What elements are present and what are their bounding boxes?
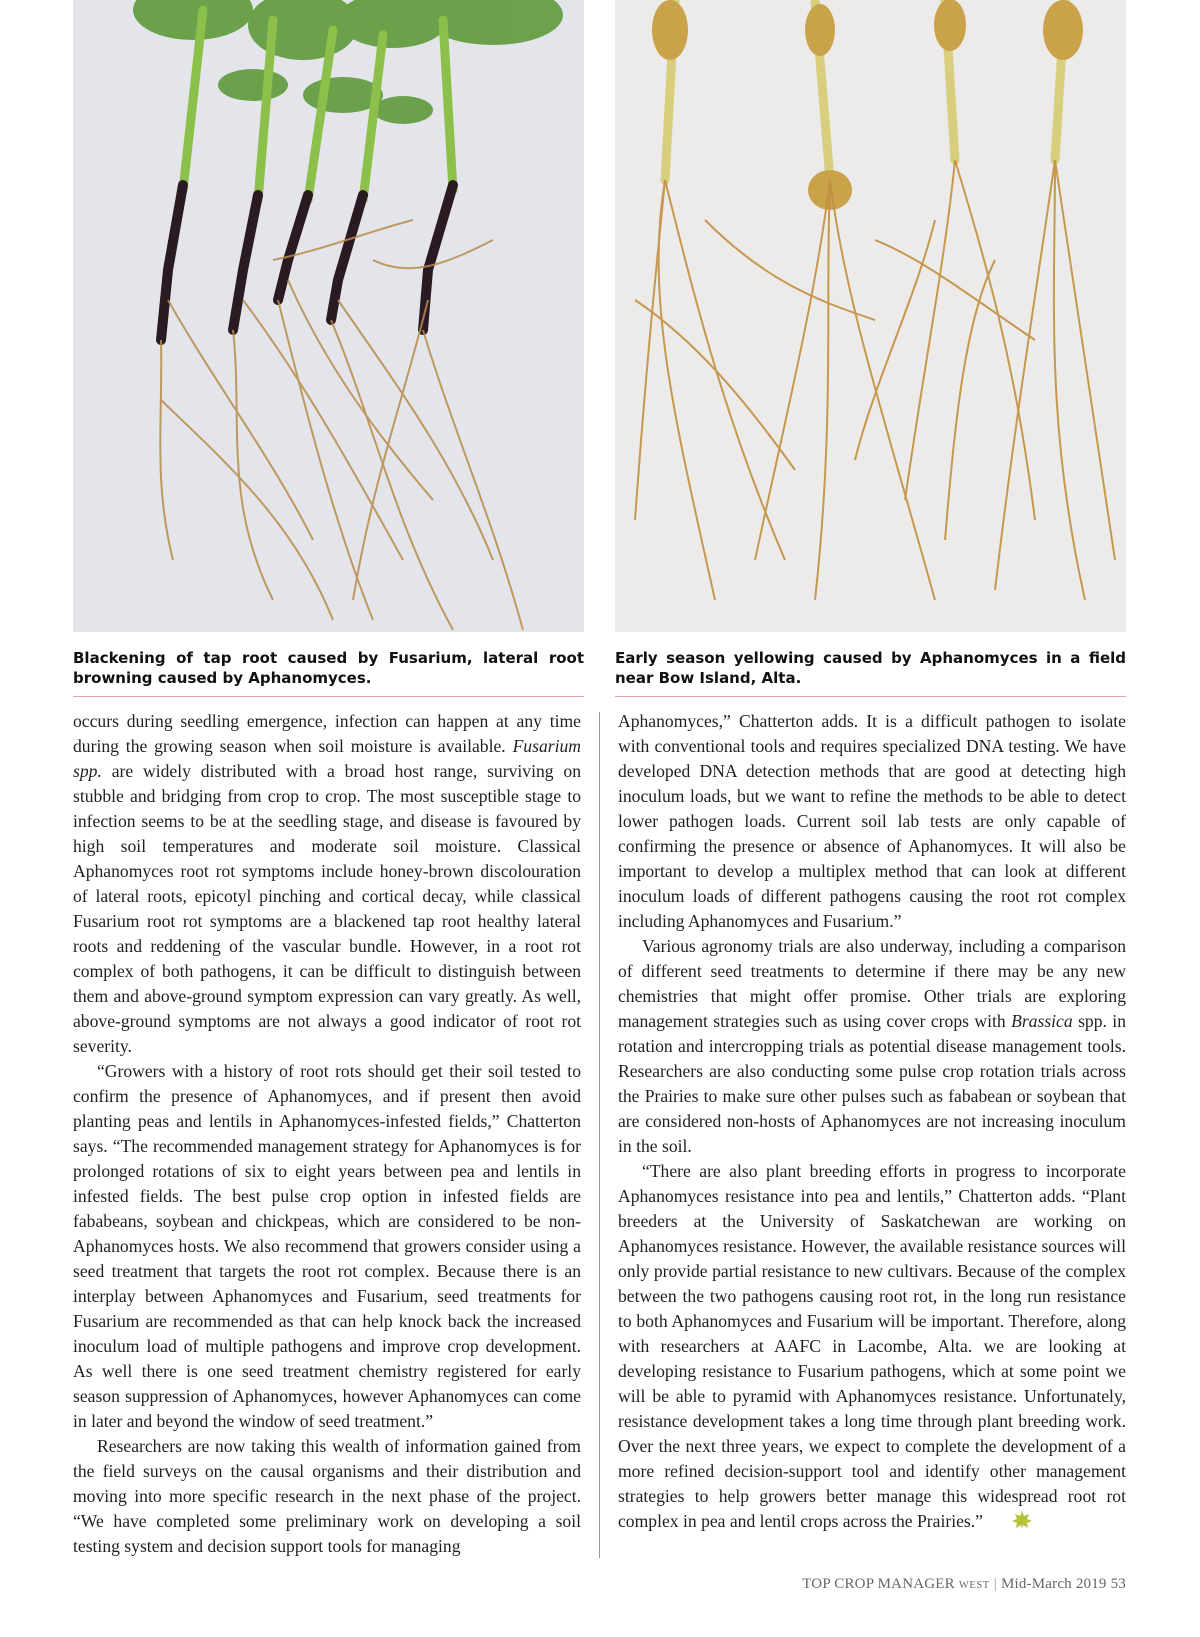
- paragraph-text: “There are also plant breeding efforts in progress to incorporate Aphanomyces resistance into pea and lentils,” Chatterton adds. “Plant breeders at the University of Saskatchewan are working on Aphanomyces resistance. However, the available resistance sources will only provide partial resistance to new cultivars. Because of the complex between the two pathogens causing root rot, in the long run resistance to both Aphanomyces and Fusarium will be important. Therefore, along with researchers at AAFC in Lacombe, Alta. we are looking at developing resistance to Fusarium pathogens, which at some point we will be able to pyramid with Aphanomyces resistance. Unfortunately, resistance development takes a long time through plant breeding work. Over the next three years, we expect to complete the development of a more refined decision-support tool and identify other management strategies to help growers better manage this widespread root rot complex in pea and lentil crops across the Prairies.”: [618, 1161, 1126, 1531]
- photo-fusarium-roots: [73, 0, 584, 632]
- article-column-left: [73, 709, 581, 1559]
- magazine-name: TOP CROP MANAGER: [802, 1576, 955, 1592]
- page-footer: [802, 1576, 1126, 1593]
- paragraph-text: occurs during seedling emergence, infection can happen at any time during the growing season when soil moisture is available.: [73, 711, 581, 756]
- photo-aphanomyces-roots: [615, 0, 1126, 632]
- paragraph-5: [618, 934, 1126, 1159]
- paragraph-3: Researchers are now taking this wealth of information gained from the field surveys on the causal organisms and their distribution and moving into more specific research in the next phase of the project. “We have completed some preliminary work on developing a soil testing system and decision support tools for managing: [73, 1436, 581, 1556]
- paragraph-4-continued: Aphanomyces,” Chatterton adds. It is a difficult pathogen to isolate with conventional tools and requires specialized DNA testing. We have developed DNA detection methods that are good at detecting high inoculum loads, but we want to refine the methods to be able to detect lower pathogen loads. Current soil lab tests are only capable of confirming the presence or absence of Aphanomyces. It will also be important to develop a multiplex method that can look at different inoculum loads of different pathogens causing the root rot complex including Aphanomyces and Fusarium.”: [618, 711, 1126, 931]
- paragraph-text: are widely distributed with a broad host range, surviving on stubble and bridging from crop to crop. The most susceptible stage to infection seems to be at the seedling stage, and disease is favoured by high soil temperatures and moderate soil moisture. Classical Aphanomyces root rot symptoms include honey-brown discolouration of lateral roots, epicotyl pinching and cortical decay, while classical Fusarium root rot symptoms are a blackened tap root healthy lateral roots and reddening of the vascular bundle. However, in a root rot complex of both pathogens, it can be difficult to distinguish between them and above-ground symptom expression can vary greatly. As well, above-ground symptoms are not always a good indicator of root rot severity.: [73, 761, 581, 1056]
- paragraph-1-continued: [73, 709, 581, 1059]
- issue-date: Mid-March 2019: [1000, 1576, 1107, 1592]
- magazine-edition: WEST: [958, 1580, 990, 1591]
- paragraph-2: “Growers with a history of root rots should get their soil tested to confirm the presence of Aphanomyces, and if present then avoid planting peas and lentils in Aphanomyces-infested fields,” Chatterton says. “The recommended management strategy for Aphanomyces is for prolonged rotations of six to eight years between pea and lentils in infested fields. The best pulse crop option in infested fields are fababeans, soybean and chickpeas, which are considered to be non-Aphanomyces hosts. We also recommend that growers consider using a seed treatment that targets the root rot complex. Because there is an interplay between Aphanomyces and Fusarium, seed treatments for Fusarium are recommended as that can help knock back the increased inoculum load of multiple pathogens and improve crop development. As well there is one seed treatment chemistry registered for early season suppression of Aphanomyces, however Aphanomyces can come in later and beyond the window of seed treatment.”: [73, 1061, 581, 1431]
- photo-caption-right: Early season yellowing caused by Aphanomyces in a field near Bow Island, Alta.: [615, 648, 1126, 697]
- column-divider: [599, 712, 600, 1558]
- photo-caption-left: Blackening of tap root caused by Fusarium, lateral root browning caused by Aphanomyces.: [73, 648, 584, 697]
- species-name: Fusarium spp.: [73, 736, 581, 781]
- leaf-icon: [987, 1510, 1033, 1537]
- genus-name: Brassica: [1011, 1011, 1073, 1031]
- page-number: 53: [1110, 1576, 1126, 1592]
- paragraph-text: spp. in rotation and intercropping trials as potential disease management tools. Researchers are also conducting some pulse crop rotation trials across the Prairies to make sure other pulses such as fababean or soybean that are considered non-hosts of Aphanomyces are not increasing inoculum in the soil.: [618, 1011, 1126, 1156]
- article-column-right: [618, 709, 1126, 1537]
- paragraph-6: [618, 1159, 1126, 1537]
- footer-separator: |: [993, 1576, 997, 1592]
- paragraph-text: Various agronomy trials are also underway, including a comparison of different seed treatments to determine if there may be any new chemistries that might offer promise. Other trials are exploring management strategies such as using cover crops with: [618, 936, 1126, 1031]
